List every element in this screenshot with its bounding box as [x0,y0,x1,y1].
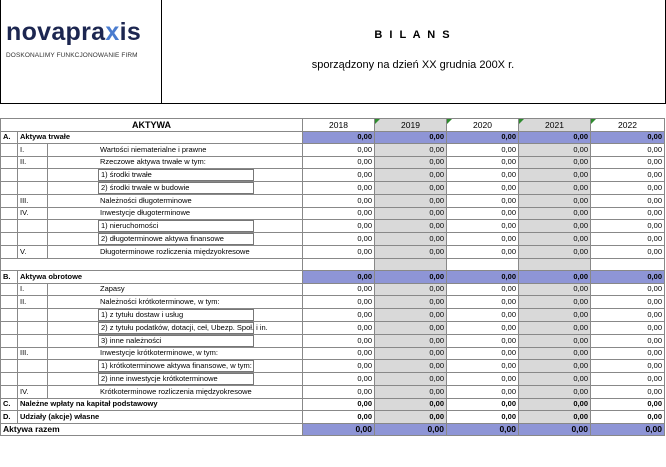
value-cell[interactable]: 0,00 [303,283,375,296]
row-label [48,308,303,321]
logo-tagline: DOSKONALIMY FUNKCJONOWANIE FIRM [6,52,138,59]
value-cell[interactable]: 0,00 [375,195,447,208]
total-value[interactable]: 0,00 [303,423,375,436]
value-cell[interactable]: 0,00 [591,207,665,220]
total-value[interactable]: 0,00 [447,423,519,436]
year-header-2022: 2022 [591,119,665,132]
value-cell[interactable]: 0,00 [375,334,447,347]
value-cell[interactable]: 0,00 [375,296,447,309]
value-cell[interactable]: 0,00 [519,220,591,233]
company-logo: novapraxis [6,18,142,46]
value-cell[interactable]: 0,00 [591,347,665,360]
value-cell[interactable]: 0,00 [447,156,519,169]
value-cell[interactable]: 0,00 [447,182,519,195]
table-row [1,373,665,386]
value-cell[interactable]: 0,00 [519,360,591,373]
row-code-blank [1,233,18,246]
value-cell[interactable]: 0,00 [519,296,591,309]
section-label: Aktywa obrotowe [18,271,303,284]
spacer-cell [519,258,591,271]
value-cell[interactable]: 0,00 [591,308,665,321]
value-cell[interactable]: 0,00 [519,131,591,144]
value-cell[interactable]: 0,00 [519,271,591,284]
value-cell[interactable]: 0,00 [591,195,665,208]
row-roman: I. [18,283,48,296]
table-row [1,283,665,296]
value-cell[interactable]: 0,00 [447,411,519,424]
value-cell[interactable]: 0,00 [519,347,591,360]
row-label [48,334,303,347]
table-row [1,233,665,246]
value-cell[interactable]: 0,00 [447,321,519,334]
table-row [1,398,665,411]
total-row [1,423,665,436]
row-label [48,169,303,182]
row-label [48,373,303,386]
value-cell[interactable]: 0,00 [375,233,447,246]
total-value[interactable]: 0,00 [519,423,591,436]
value-cell[interactable]: 0,00 [591,321,665,334]
row-roman: II. [18,296,48,309]
row-roman: IV. [18,207,48,220]
value-cell[interactable]: 0,00 [303,220,375,233]
sub-item-label: 1) z tytułu dostaw i usług [98,309,254,321]
row-roman: V. [18,246,48,259]
table-row [1,144,665,157]
row-code-blank [1,182,18,195]
year-header-2018: 2018 [303,119,375,132]
row-code-blank [1,246,18,259]
value-cell[interactable]: 0,00 [447,334,519,347]
value-cell[interactable]: 0,00 [303,131,375,144]
value-cell[interactable]: 0,00 [303,398,375,411]
value-cell[interactable]: 0,00 [591,334,665,347]
total-value[interactable]: 0,00 [375,423,447,436]
row-code-blank [1,308,18,321]
value-cell[interactable]: 0,00 [519,308,591,321]
row-code: D. [1,411,18,424]
sub-item-label: 3) inne należności [98,335,254,347]
value-cell[interactable]: 0,00 [303,233,375,246]
table-row [1,156,665,169]
value-cell[interactable]: 0,00 [447,308,519,321]
value-cell[interactable]: 0,00 [519,182,591,195]
value-cell[interactable]: 0,00 [591,271,665,284]
row-label: Zapasy [48,283,303,296]
row-roman: III. [18,195,48,208]
total-value[interactable]: 0,00 [591,423,665,436]
row-code-blank [1,156,18,169]
value-cell[interactable]: 0,00 [519,233,591,246]
value-cell[interactable]: 0,00 [303,246,375,259]
value-cell[interactable]: 0,00 [375,283,447,296]
table-row [1,411,665,424]
row-roman [18,373,48,386]
row-code: C. [1,398,18,411]
value-cell[interactable]: 0,00 [375,386,447,399]
row-code-blank [1,386,18,399]
sub-item-label: 2) inne inwestycje krótkoterminowe [98,373,254,385]
row-roman: III. [18,347,48,360]
value-cell[interactable]: 0,00 [519,169,591,182]
row-code-blank [1,207,18,220]
value-cell[interactable]: 0,00 [591,246,665,259]
sub-item-label: 2) z tytułu podatków, dotacji, ceł, Ubezp. Społ. i in. [98,322,254,334]
row-code-blank [1,144,18,157]
row-roman [18,220,48,233]
value-cell[interactable]: 0,00 [447,347,519,360]
value-cell[interactable]: 0,00 [447,207,519,220]
row-roman: II. [18,156,48,169]
row-code-blank [1,296,18,309]
value-cell[interactable]: 0,00 [591,220,665,233]
spacer-cell [375,258,447,271]
value-cell[interactable]: 0,00 [303,144,375,157]
table-header-row [1,119,665,132]
row-label [48,233,303,246]
value-cell[interactable]: 0,00 [375,321,447,334]
row-code-blank [1,347,18,360]
spacer-cell [1,258,303,271]
value-cell[interactable]: 0,00 [303,360,375,373]
document-header [0,0,666,104]
row-label: Długoterminowe rozliczenia międzyokresowe [48,246,303,259]
table-row [1,169,665,182]
logo-area [1,0,162,103]
value-cell[interactable]: 0,00 [519,207,591,220]
value-cell[interactable]: 0,00 [303,169,375,182]
value-cell[interactable]: 0,00 [447,169,519,182]
value-cell[interactable]: 0,00 [447,246,519,259]
value-cell[interactable]: 0,00 [447,373,519,386]
table-row [1,182,665,195]
spacer-cell [303,258,375,271]
value-cell[interactable]: 0,00 [375,271,447,284]
document-title: B I L A N S [374,29,452,41]
row-label: Rzeczowe aktywa trwałe w tym: [48,156,303,169]
table-row [1,207,665,220]
value-cell[interactable]: 0,00 [375,144,447,157]
row-code-blank [1,334,18,347]
row-label: Udziały (akcje) własne [18,411,303,424]
value-cell[interactable]: 0,00 [519,144,591,157]
row-code-blank [1,321,18,334]
value-cell[interactable]: 0,00 [303,386,375,399]
value-cell[interactable]: 0,00 [375,207,447,220]
value-cell[interactable]: 0,00 [519,195,591,208]
spacer-cell [447,258,519,271]
row-roman [18,182,48,195]
sub-item-label: 2) środki trwałe w budowie [98,182,254,194]
row-label: Należne wpłaty na kapitał podstawowy [18,398,303,411]
table-row [1,308,665,321]
value-cell[interactable]: 0,00 [591,144,665,157]
row-roman [18,169,48,182]
value-cell[interactable]: 0,00 [591,296,665,309]
value-cell[interactable]: 0,00 [591,182,665,195]
row-code-blank [1,195,18,208]
value-cell[interactable]: 0,00 [303,296,375,309]
section-label: Aktywa trwałe [18,131,303,144]
value-cell[interactable]: 0,00 [447,195,519,208]
row-label [48,360,303,373]
value-cell[interactable]: 0,00 [303,308,375,321]
value-cell[interactable]: 0,00 [303,207,375,220]
value-cell[interactable]: 0,00 [303,156,375,169]
value-cell[interactable]: 0,00 [591,373,665,386]
row-label: Krótkoterminowe rozliczenia międzyokresowe [48,386,303,399]
value-cell[interactable]: 0,00 [375,156,447,169]
sub-item-label: 2) długoterminowe aktywa finansowe [98,233,254,245]
sub-item-label: 1) nieruchomości [98,220,254,232]
section-row [1,271,665,284]
sub-item-label: 1) środki trwałe [98,169,254,181]
value-cell[interactable]: 0,00 [303,347,375,360]
value-cell[interactable]: 0,00 [447,283,519,296]
value-cell[interactable]: 0,00 [447,296,519,309]
table-row [1,347,665,360]
document-subtitle: sporządzony na dzień XX grudnia 200X r. [311,59,515,71]
value-cell[interactable]: 0,00 [591,233,665,246]
row-roman [18,360,48,373]
total-label: Aktywa razem [1,423,303,436]
year-header-2020: 2020 [447,119,519,132]
table-row [1,296,665,309]
row-roman [18,321,48,334]
value-cell[interactable]: 0,00 [375,182,447,195]
section-code: A. [1,131,18,144]
value-cell[interactable]: 0,00 [375,220,447,233]
year-header-2021: 2021 [519,119,591,132]
row-roman: I. [18,144,48,157]
value-cell[interactable]: 0,00 [447,386,519,399]
row-code-blank [1,169,18,182]
value-cell[interactable]: 0,00 [303,334,375,347]
value-cell[interactable]: 0,00 [375,347,447,360]
value-cell[interactable]: 0,00 [375,373,447,386]
row-label [48,220,303,233]
value-cell[interactable]: 0,00 [447,131,519,144]
section-row [1,131,665,144]
row-label: Należności długoterminowe [48,195,303,208]
value-cell[interactable]: 0,00 [519,373,591,386]
row-label: Inwestycje krótkoterminowe, w tym: [48,347,303,360]
section-code: B. [1,271,18,284]
row-label: Należności krótkoterminowe, w tym: [48,296,303,309]
year-header-2019: 2019 [375,119,447,132]
row-roman [18,334,48,347]
value-cell[interactable]: 0,00 [303,321,375,334]
value-cell[interactable]: 0,00 [447,360,519,373]
value-cell[interactable]: 0,00 [519,321,591,334]
value-cell[interactable]: 0,00 [519,156,591,169]
value-cell[interactable]: 0,00 [519,386,591,399]
value-cell[interactable]: 0,00 [375,169,447,182]
value-cell[interactable]: 0,00 [591,169,665,182]
value-cell[interactable]: 0,00 [519,246,591,259]
value-cell[interactable]: 0,00 [303,271,375,284]
spacer-row [1,258,665,271]
value-cell[interactable]: 0,00 [591,156,665,169]
value-cell[interactable]: 0,00 [519,411,591,424]
value-cell[interactable]: 0,00 [375,411,447,424]
row-roman [18,233,48,246]
table-row [1,360,665,373]
table-row [1,220,665,233]
aktywa-title: AKTYWA [1,119,303,132]
row-label: Inwestycje długoterminowe [48,207,303,220]
table-row [1,195,665,208]
value-cell[interactable]: 0,00 [591,131,665,144]
row-roman: IV. [18,386,48,399]
value-cell[interactable]: 0,00 [591,283,665,296]
value-cell[interactable]: 0,00 [447,220,519,233]
value-cell[interactable]: 0,00 [591,386,665,399]
value-cell[interactable]: 0,00 [591,398,665,411]
table-row [1,386,665,399]
sub-item-label: 1) krótkoterminowe aktywa finansowe, w tym: [98,360,254,372]
row-code-blank [1,283,18,296]
value-cell[interactable]: 0,00 [303,195,375,208]
value-cell[interactable]: 0,00 [375,131,447,144]
value-cell[interactable]: 0,00 [303,182,375,195]
table-row [1,334,665,347]
row-label [48,182,303,195]
row-code-blank [1,220,18,233]
value-cell[interactable]: 0,00 [375,360,447,373]
value-cell[interactable]: 0,00 [519,398,591,411]
row-label: Wartości niematerialne i prawne [48,144,303,157]
balance-sheet-table [0,118,665,436]
table-row [1,321,665,334]
table-row [1,246,665,259]
row-code-blank [1,360,18,373]
value-cell[interactable]: 0,00 [591,360,665,373]
value-cell[interactable]: 0,00 [375,246,447,259]
row-code-blank [1,373,18,386]
row-label [48,321,303,334]
value-cell[interactable]: 0,00 [447,144,519,157]
value-cell[interactable]: 0,00 [447,271,519,284]
value-cell[interactable]: 0,00 [375,308,447,321]
value-cell[interactable]: 0,00 [303,411,375,424]
value-cell[interactable]: 0,00 [303,373,375,386]
spacer-cell [591,258,665,271]
value-cell[interactable]: 0,00 [519,334,591,347]
value-cell[interactable]: 0,00 [375,398,447,411]
value-cell[interactable]: 0,00 [519,283,591,296]
value-cell[interactable]: 0,00 [447,398,519,411]
row-roman [18,308,48,321]
value-cell[interactable]: 0,00 [591,411,665,424]
value-cell[interactable]: 0,00 [447,233,519,246]
